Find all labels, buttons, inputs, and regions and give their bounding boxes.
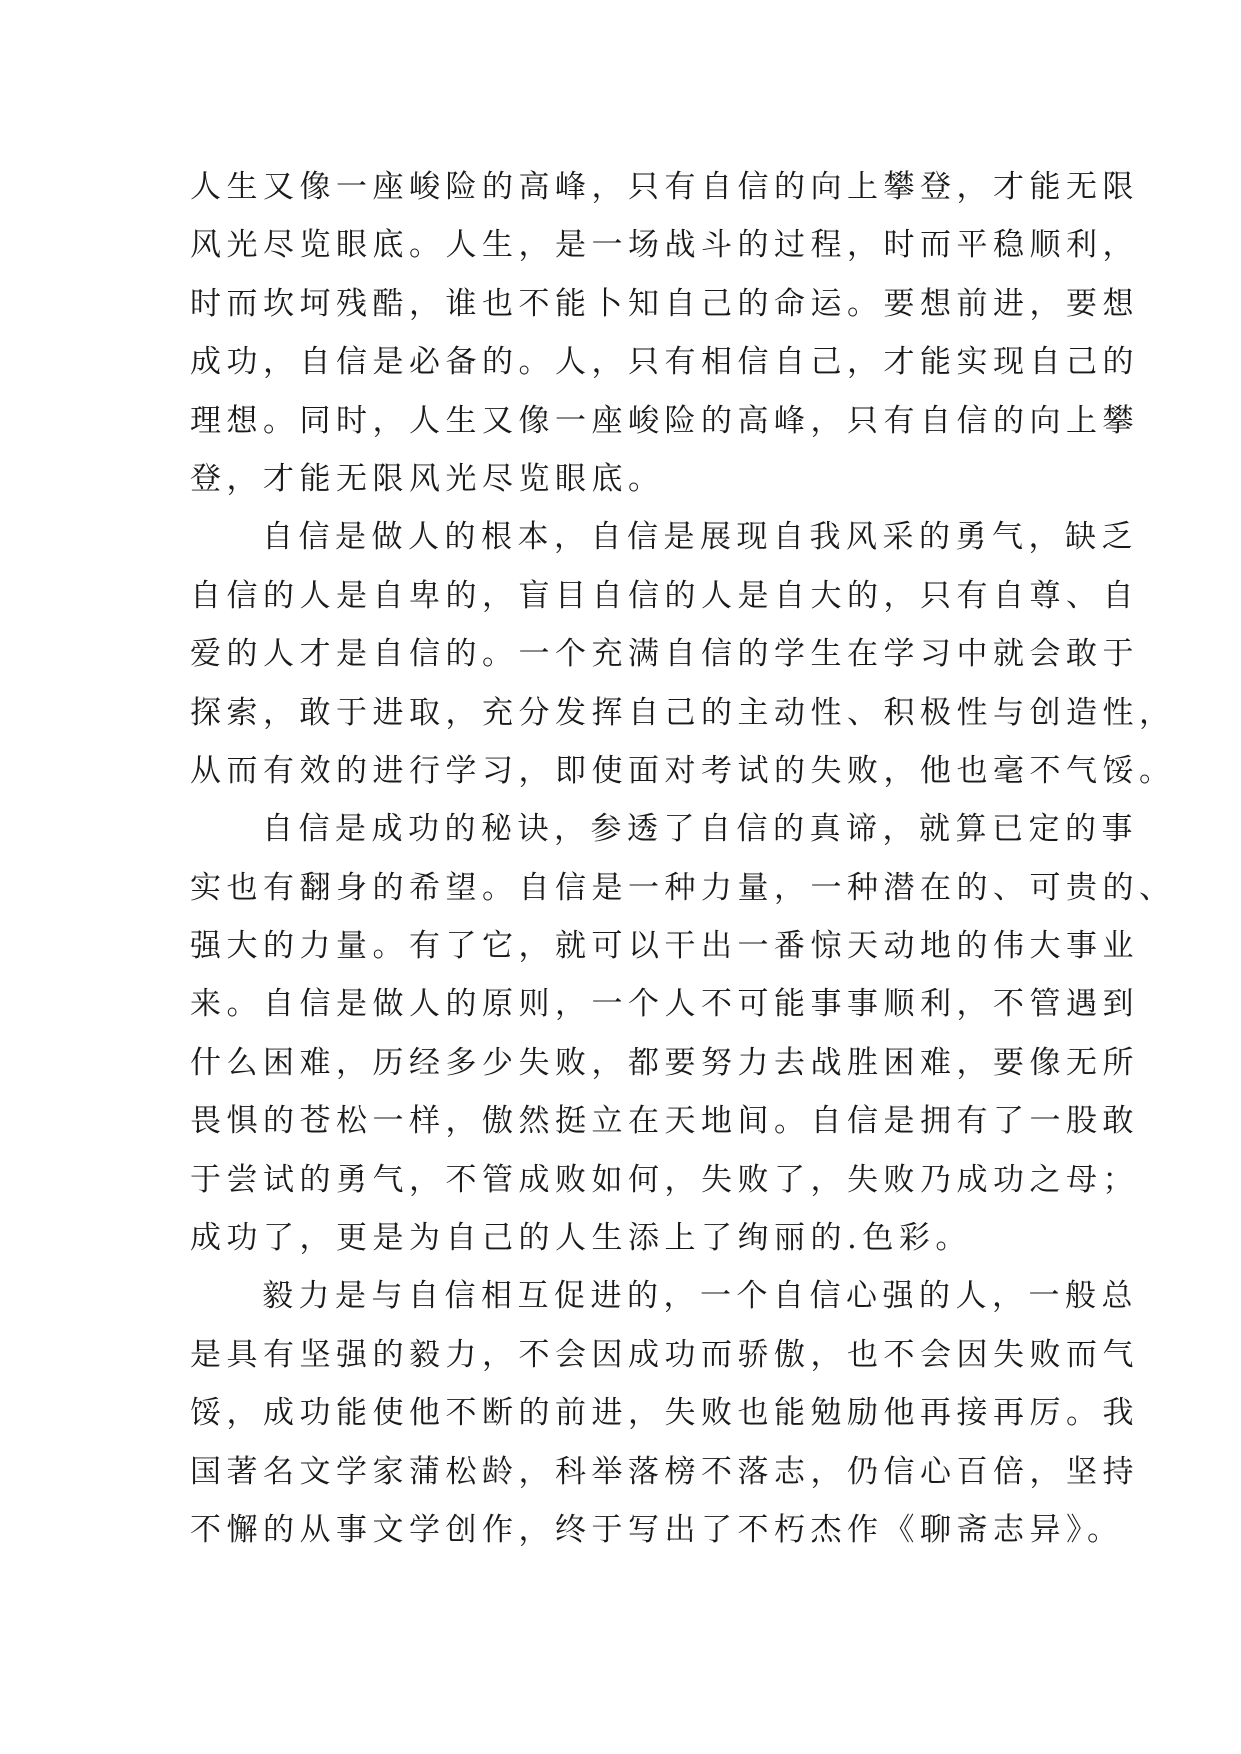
text-line: 畏惧的苍松一样，傲然挺立在天地间。自信是拥有了一股敢: [190, 1103, 1139, 1140]
paragraph-confidence-secret: [190, 800, 1176, 1267]
text-line: 是具有坚强的毅力，不会因成功而骄傲，也不会因失败而气: [190, 1336, 1139, 1373]
text-line: 强大的力量。有了它，就可以干出一番惊天动地的伟大事业: [190, 928, 1139, 965]
text-line: 理想。同时，人生又像一座峻险的高峰，只有自信的向上攀: [190, 402, 1139, 439]
text-line: 爱的人才是自信的。一个充满自信的学生在学习中就会敢于: [190, 636, 1139, 673]
text-line: 自信是做人的根本，自信是展现自我风采的勇气，缺乏: [262, 519, 1138, 556]
text-line: 来。自信是做人的原则，一个人不可能事事顺利，不管遇到: [190, 986, 1139, 1023]
text-line: 什么困难，历经多少失败，都要努力去战胜困难，要像无所: [190, 1044, 1139, 1081]
text-line: 馁，成功能使他不断的前进，失败也能勉励他再接再厉。我: [190, 1395, 1139, 1432]
text-line: 人生又像一座峻险的高峰，只有自信的向上攀登，才能无限: [190, 169, 1139, 205]
text-line: 毅力是与自信相互促进的，一个自信心强的人，一般总: [262, 1278, 1138, 1315]
article-body: [190, 158, 1176, 1559]
text-line: 风光尽览眼底。人生，是一场战斗的过程，时而平稳顺利，: [190, 227, 1139, 264]
text-line: 自信的人是自卑的，盲目自信的人是自大的，只有自尊、自: [190, 577, 1139, 614]
text-line: 时而坎坷残酷，谁也不能卜知自己的命运。要想前进，要想: [190, 285, 1139, 322]
paragraph-continuation: [190, 158, 1139, 508]
text-line: 不懈的从事文学创作，终于写出了不朽杰作《聊斋志异》。: [190, 1511, 1124, 1548]
paragraph-perseverance: [190, 1267, 1139, 1559]
text-line: 成功，自信是必备的。人，只有相信自己，才能实现自己的: [190, 344, 1139, 381]
text-line: 国著名文学家蒲松龄，科举落榜不落志，仍信心百倍，坚持: [190, 1453, 1139, 1490]
text-line: 登，才能无限风光尽览眼底。: [190, 460, 665, 497]
text-line: 于尝试的勇气，不管成败如何，失败了，失败乃成功之母；: [190, 1161, 1139, 1198]
text-line: 探索，敢于进取，充分发挥自己的主动性、积极性与创造性，: [190, 694, 1176, 731]
text-line: 成功了，更是为自己的人生添上了绚丽的.色彩。: [190, 1220, 972, 1257]
text-line: 自信是成功的秘诀，参透了自信的真谛，就算已定的事: [262, 811, 1138, 848]
paragraph-confidence-foundation: [190, 508, 1176, 800]
text-line: 从而有效的进行学习，即使面对考试的失败，他也毫不气馁。: [190, 752, 1176, 789]
text-line: 实也有翻身的希望。自信是一种力量，一种潜在的、可贵的、: [190, 869, 1176, 906]
